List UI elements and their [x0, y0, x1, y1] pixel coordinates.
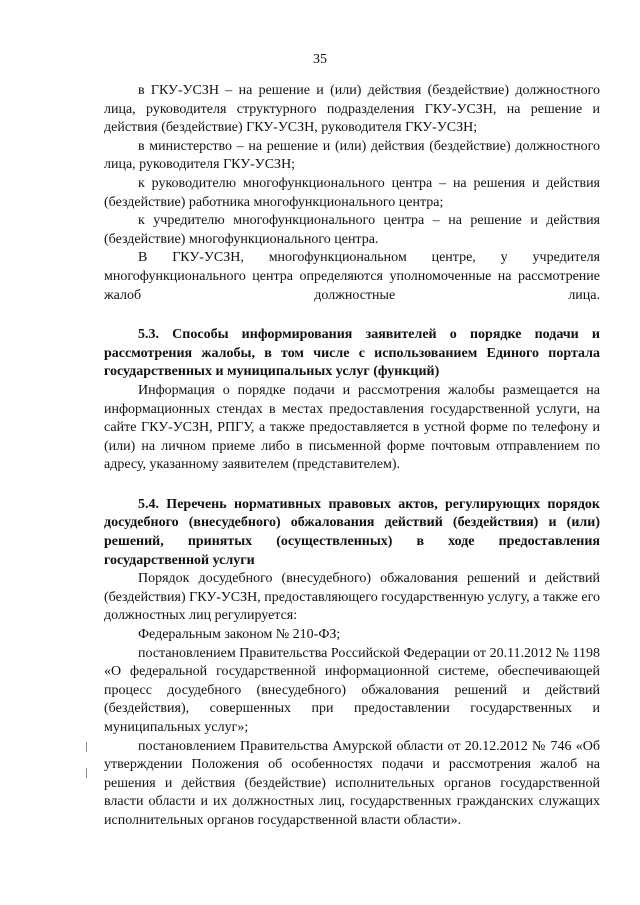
- section-5-4-item-amur-resolution: постановлением Правительства Амурской области от 20.12.2012 № 746 «Об утверждении Положения об особенностях подачи и рассмотрения жалоб на решения и действия (бездействие) исполнительных органов государственной власти области и их должностных лиц, государственных гражданских служащих исполнительных органов государственной власти области».: [104, 738, 600, 828]
- document-body: [104, 82, 600, 831]
- section-5-3-text: Информация о порядке подачи и рассмотрения жалобы размещается на информационных стендах в местах предоставления государственной услуги, на сайте ГКУ-УСЗН, РПГУ, а также предоставляется в устной форме по телефону и (или) на личном приеме либо в письменной форме почтовым отправлением по адресу, указанному заявителем (представителем).: [104, 382, 600, 473]
- paragraph-mfc-founder: к учредителю многофункционального центра – на решение и действия (бездействие) многофункционального центра.: [104, 213, 600, 247]
- scan-mark: [86, 768, 87, 778]
- paragraph-mfc-head: к руководителю многофункционального центра – на решения и действия (бездействие) работника многофункционального центра;: [104, 175, 600, 210]
- scan-mark: [86, 742, 87, 752]
- paragraph-gku-uszn: в ГКУ-УСЗН – на решение и (или) действия (бездействие) должностного лица, руководителя структурного подразделения ГКУ-УСЗН, на решение и действия (бездействие) ГКУ-УСЗН, руководителя ГКУ-УСЗН;: [104, 83, 600, 136]
- section-5-4-item-rf-resolution: постановлением Правительства Российской Федерации от 20.11.2012 № 1198 «О федеральной государственной информационной системе, обеспечивающей процесс досудебного (внесудебного) обжалования решений и действий (бездействия), совершенных при предоставлении государственных и муниципальных услуг»;: [104, 645, 600, 735]
- section-5-4-item-federal-law: Федеральным законом № 210-ФЗ;: [138, 627, 341, 643]
- section-5-4-intro: Порядок досудебного (внесудебного) обжалования решений и действий (бездействия) ГКУ-УСЗН, предоставляющего государственную услугу, а также его должностных лиц регулируется:: [104, 571, 600, 624]
- section-5-3-heading: 5.3. Способы информирования заявителей о порядке подачи и рассмотрения жалобы, в том числе с использованием Единого портала государственных и муниципальных услуг (функций): [104, 327, 600, 380]
- page-number: 35: [313, 52, 327, 67]
- paragraph-authorized-officials: В ГКУ-УСЗН, многофункциональном центре, у учредителя многофункционального центра определяются уполномоченные на рассмотрение жалоб должностные лица.: [104, 250, 600, 303]
- paragraph-ministry: в министерство – на решение и (или) действия (бездействие) должностного лица, руководителя ГКУ-УСЗН;: [104, 138, 600, 173]
- section-5-4-heading: 5.4. Перечень нормативных правовых актов, регулирующих порядок досудебного (внесудебного) обжалования действий (бездействия) и (или) решений, принятых (осуществленных) в ходе предоставления государственной услуги: [104, 496, 600, 568]
